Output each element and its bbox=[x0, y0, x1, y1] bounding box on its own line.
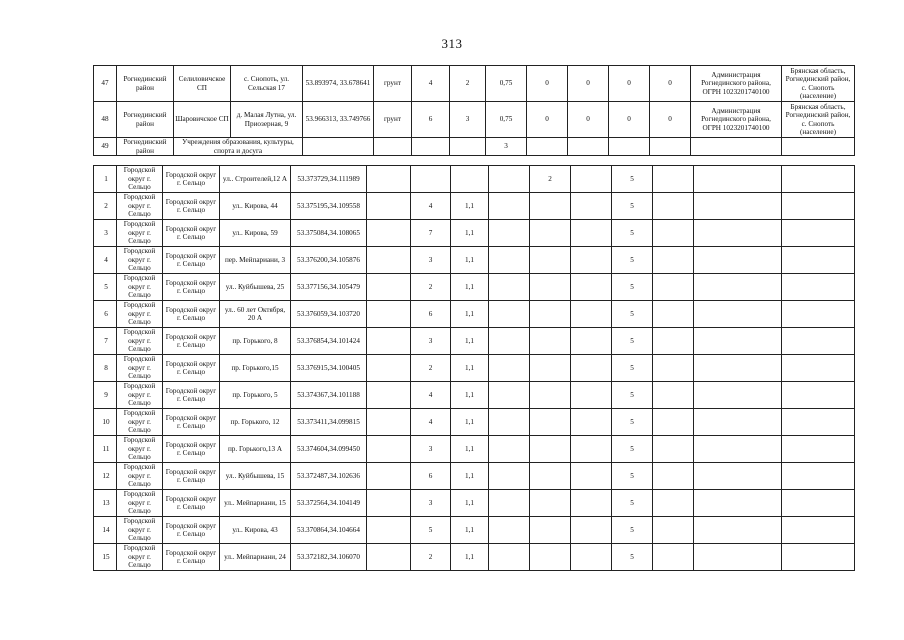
empty-cell bbox=[489, 409, 530, 436]
value-cell bbox=[530, 490, 571, 517]
coords-cell: 53.893974, 33.678641 bbox=[303, 66, 374, 102]
empty-cell bbox=[489, 247, 530, 274]
coords-cell: 53.376200,34.105876 bbox=[291, 247, 367, 274]
owner-cell: Администрация Рогнединского района, ОГРН 1023201740100 bbox=[691, 66, 782, 102]
coords-cell: 53.373729,34.111989 bbox=[291, 166, 367, 193]
district-cell: Городской округ г. Сельцо bbox=[117, 301, 163, 328]
empty-cell bbox=[650, 138, 691, 156]
empty-cell bbox=[694, 328, 782, 355]
empty-cell bbox=[694, 220, 782, 247]
value-cell bbox=[530, 247, 571, 274]
row-number: 6 bbox=[94, 301, 117, 328]
address-cell: пр. Горького, 5 bbox=[220, 382, 291, 409]
empty-cell bbox=[782, 355, 855, 382]
row-number: 13 bbox=[94, 490, 117, 517]
value-cell: 6 bbox=[411, 463, 451, 490]
municipality-cell: Городской округ г. Сельцо bbox=[163, 490, 220, 517]
value-cell: 5 bbox=[612, 490, 653, 517]
address-cell: пр. Горького, 8 bbox=[220, 328, 291, 355]
empty-cell bbox=[367, 247, 411, 274]
coords-cell: 53.370864,34.104664 bbox=[291, 517, 367, 544]
district-cell: Городской округ г. Сельцо bbox=[117, 355, 163, 382]
coords-cell: 53.966313, 33.749766 bbox=[303, 102, 374, 138]
coords-cell: 53.374604,34.099450 bbox=[291, 436, 367, 463]
empty-cell bbox=[527, 138, 568, 156]
address-cell: ул.. Мейпариани, 24 bbox=[220, 544, 291, 571]
table-row bbox=[94, 247, 855, 274]
settlement-cell: Шаровичское СП bbox=[174, 102, 231, 138]
served-cell: Брянская область, Рогнединский район, с. Снопоть (население) bbox=[782, 66, 855, 102]
municipality-cell: Городской округ г. Сельцо bbox=[163, 409, 220, 436]
row-number: 9 bbox=[94, 382, 117, 409]
coords-cell: 53.376854,34.101424 bbox=[291, 328, 367, 355]
empty-cell bbox=[782, 490, 855, 517]
table-row bbox=[94, 463, 855, 490]
value-cell: 5 bbox=[612, 382, 653, 409]
address-cell: с. Снопоть, ул. Сельская 17 bbox=[231, 66, 303, 102]
empty-cell bbox=[653, 220, 694, 247]
empty-cell bbox=[568, 138, 609, 156]
coords-cell: 53.375084,34.108065 bbox=[291, 220, 367, 247]
value-cell: 7 bbox=[411, 220, 451, 247]
empty-cell bbox=[367, 436, 411, 463]
value-cell: 3 bbox=[411, 328, 451, 355]
empty-cell bbox=[782, 220, 855, 247]
value-cell bbox=[530, 355, 571, 382]
value-cell: 3 bbox=[411, 247, 451, 274]
value-cell: 5 bbox=[612, 166, 653, 193]
empty-cell bbox=[489, 301, 530, 328]
table-row bbox=[94, 328, 855, 355]
value-cell: 5 bbox=[612, 409, 653, 436]
district-cell: Городской округ г. Сельцо bbox=[117, 436, 163, 463]
value-cell bbox=[530, 193, 571, 220]
empty-cell bbox=[367, 382, 411, 409]
value-cell: 5 bbox=[612, 193, 653, 220]
empty-cell bbox=[694, 193, 782, 220]
value-cell: 3 bbox=[450, 102, 486, 138]
table-row bbox=[94, 138, 855, 156]
value-cell: 5 bbox=[612, 301, 653, 328]
district-cell: Городской округ г. Сельцо bbox=[117, 328, 163, 355]
coords-cell: 53.376915,34.100405 bbox=[291, 355, 367, 382]
row-number: 12 bbox=[94, 463, 117, 490]
empty-cell bbox=[653, 382, 694, 409]
empty-cell bbox=[782, 274, 855, 301]
empty-cell bbox=[782, 301, 855, 328]
municipality-cell: Городской округ г. Сельцо bbox=[163, 463, 220, 490]
municipality-cell: Городской округ г. Сельцо bbox=[163, 517, 220, 544]
municipality-cell: Городской округ г. Сельцо bbox=[163, 328, 220, 355]
address-cell: д. Малая Лутна, ул. Приозерная, 9 bbox=[231, 102, 303, 138]
empty-cell bbox=[571, 355, 612, 382]
value-cell bbox=[530, 328, 571, 355]
value-cell: 6 bbox=[411, 301, 451, 328]
district-cell: Городской округ г. Сельцо bbox=[117, 382, 163, 409]
district-cell: Городской округ г. Сельцо bbox=[117, 517, 163, 544]
empty-cell bbox=[571, 220, 612, 247]
address-cell: ул.. Куйбышева, 25 bbox=[220, 274, 291, 301]
empty-cell bbox=[571, 463, 612, 490]
value-cell: 2 bbox=[530, 166, 571, 193]
empty-cell bbox=[571, 490, 612, 517]
row-number: 7 bbox=[94, 328, 117, 355]
empty-cell bbox=[653, 328, 694, 355]
municipality-cell: Городской округ г. Сельцо bbox=[163, 193, 220, 220]
coords-cell: 53.372182,34.106070 bbox=[291, 544, 367, 571]
value-cell: 1,1 bbox=[451, 355, 489, 382]
district-cell: Городской округ г. Сельцо bbox=[117, 274, 163, 301]
value-cell: 5 bbox=[612, 274, 653, 301]
empty-cell bbox=[571, 409, 612, 436]
table-row bbox=[94, 436, 855, 463]
value-cell: 0 bbox=[568, 102, 609, 138]
row-number: 1 bbox=[94, 166, 117, 193]
empty-cell bbox=[571, 193, 612, 220]
value-cell: 4 bbox=[411, 382, 451, 409]
district-cell: Городской округ г. Сельцо bbox=[117, 247, 163, 274]
row-number: 47 bbox=[94, 66, 117, 102]
empty-cell bbox=[691, 138, 782, 156]
empty-cell bbox=[489, 544, 530, 571]
value-cell: 1,1 bbox=[451, 544, 489, 571]
value-cell: 5 bbox=[612, 463, 653, 490]
district-cell: Городской округ г. Сельцо bbox=[117, 544, 163, 571]
row-number: 10 bbox=[94, 409, 117, 436]
table-row bbox=[94, 382, 855, 409]
value-cell: 1,1 bbox=[451, 193, 489, 220]
district-cell: Рогнединский район bbox=[117, 102, 174, 138]
coords-cell: 53.375195,34.109558 bbox=[291, 193, 367, 220]
address-cell: ул.. Кирова, 43 bbox=[220, 517, 291, 544]
coords-cell: 53.374367,34.101188 bbox=[291, 382, 367, 409]
value-cell: 0 bbox=[650, 102, 691, 138]
coords-cell: 53.373411,34.099815 bbox=[291, 409, 367, 436]
category-cell: Учреждения образования, культуры, спорта и досуга bbox=[174, 138, 303, 156]
municipality-cell: Городской округ г. Сельцо bbox=[163, 166, 220, 193]
address-cell: ул.. Кирова, 59 bbox=[220, 220, 291, 247]
value-cell: 1,1 bbox=[451, 220, 489, 247]
value-cell: 5 bbox=[612, 544, 653, 571]
value-cell: 1,1 bbox=[451, 301, 489, 328]
page-number: 313 bbox=[441, 36, 463, 51]
value-cell: 1,1 bbox=[451, 490, 489, 517]
municipality-cell: Городской округ г. Сельцо bbox=[163, 274, 220, 301]
empty-cell bbox=[367, 220, 411, 247]
empty-cell bbox=[653, 274, 694, 301]
value-cell bbox=[530, 436, 571, 463]
empty-cell bbox=[694, 274, 782, 301]
empty-cell bbox=[412, 138, 450, 156]
empty-cell bbox=[367, 544, 411, 571]
empty-cell bbox=[303, 138, 374, 156]
value-cell: 0 bbox=[609, 102, 650, 138]
address-cell: ул.. 60 лет Октября, 20 А bbox=[220, 301, 291, 328]
empty-cell bbox=[653, 490, 694, 517]
top-table bbox=[93, 65, 855, 156]
empty-cell bbox=[694, 247, 782, 274]
empty-cell bbox=[367, 490, 411, 517]
empty-cell bbox=[571, 328, 612, 355]
municipality-cell: Городской округ г. Сельцо bbox=[163, 382, 220, 409]
empty-cell bbox=[489, 436, 530, 463]
empty-cell bbox=[489, 355, 530, 382]
value-cell: 5 bbox=[411, 517, 451, 544]
row-number: 48 bbox=[94, 102, 117, 138]
table-row bbox=[94, 166, 855, 193]
empty-cell bbox=[571, 247, 612, 274]
empty-cell bbox=[489, 274, 530, 301]
coords-cell: 53.372487,34.102636 bbox=[291, 463, 367, 490]
empty-cell bbox=[782, 463, 855, 490]
empty-cell bbox=[367, 274, 411, 301]
row-number: 8 bbox=[94, 355, 117, 382]
row-number: 14 bbox=[94, 517, 117, 544]
district-cell: Городской округ г. Сельцо bbox=[117, 490, 163, 517]
address-cell: ул.. Куйбышева, 15 bbox=[220, 463, 291, 490]
value-cell: 4 bbox=[411, 193, 451, 220]
empty-cell bbox=[653, 355, 694, 382]
empty-cell bbox=[694, 544, 782, 571]
empty-cell bbox=[782, 544, 855, 571]
empty-cell bbox=[782, 382, 855, 409]
value-cell bbox=[530, 274, 571, 301]
value-cell bbox=[530, 544, 571, 571]
value-cell bbox=[530, 517, 571, 544]
empty-cell bbox=[374, 138, 412, 156]
coords-cell: 53.376059,34.103720 bbox=[291, 301, 367, 328]
address-cell: пр. Горького,15 bbox=[220, 355, 291, 382]
table-row bbox=[94, 220, 855, 247]
value-cell: 5 bbox=[612, 247, 653, 274]
main-table bbox=[93, 165, 855, 571]
value-cell: 3 bbox=[411, 436, 451, 463]
value-cell: 0,75 bbox=[486, 102, 527, 138]
empty-cell bbox=[571, 517, 612, 544]
row-number: 4 bbox=[94, 247, 117, 274]
district-cell: Городской округ г. Сельцо bbox=[117, 220, 163, 247]
empty-cell bbox=[653, 517, 694, 544]
municipality-cell: Городской округ г. Сельцо bbox=[163, 436, 220, 463]
municipality-cell: Городской округ г. Сельцо bbox=[163, 544, 220, 571]
district-cell: Рогнединский район bbox=[117, 138, 174, 156]
value-cell: 1,1 bbox=[451, 382, 489, 409]
address-cell: ул.. Кирова, 44 bbox=[220, 193, 291, 220]
address-cell: ул.. Строителей,12 А bbox=[220, 166, 291, 193]
empty-cell bbox=[782, 166, 855, 193]
value-cell: 5 bbox=[612, 220, 653, 247]
table-row bbox=[94, 193, 855, 220]
table-row bbox=[94, 490, 855, 517]
value-cell bbox=[530, 463, 571, 490]
surface-cell: грунт bbox=[374, 102, 412, 138]
empty-cell bbox=[367, 409, 411, 436]
empty-cell bbox=[571, 544, 612, 571]
value-cell: 2 bbox=[411, 274, 451, 301]
municipality-cell: Городской округ г. Сельцо bbox=[163, 301, 220, 328]
empty-cell bbox=[694, 409, 782, 436]
table-row bbox=[94, 544, 855, 571]
value-cell: 5 bbox=[612, 517, 653, 544]
empty-cell bbox=[782, 193, 855, 220]
empty-cell bbox=[694, 382, 782, 409]
district-cell: Городской округ г. Сельцо bbox=[117, 193, 163, 220]
value-cell: 5 bbox=[612, 328, 653, 355]
row-number: 5 bbox=[94, 274, 117, 301]
empty-cell bbox=[571, 301, 612, 328]
empty-cell bbox=[489, 517, 530, 544]
municipality-cell: Городской округ г. Сельцо bbox=[163, 247, 220, 274]
value-cell: 1,1 bbox=[451, 517, 489, 544]
table-row bbox=[94, 301, 855, 328]
value-cell: 2 bbox=[450, 66, 486, 102]
empty-cell bbox=[489, 166, 530, 193]
empty-cell bbox=[450, 138, 486, 156]
empty-cell bbox=[489, 382, 530, 409]
empty-cell bbox=[367, 328, 411, 355]
settlement-cell: Селиловичское СП bbox=[174, 66, 231, 102]
surface-cell: грунт bbox=[374, 66, 412, 102]
value-cell: 2 bbox=[411, 544, 451, 571]
row-number: 49 bbox=[94, 138, 117, 156]
empty-cell bbox=[653, 193, 694, 220]
empty-cell bbox=[694, 490, 782, 517]
district-cell: Городской округ г. Сельцо bbox=[117, 166, 163, 193]
district-cell: Городской округ г. Сельцо bbox=[117, 409, 163, 436]
empty-cell bbox=[489, 328, 530, 355]
table-row bbox=[94, 409, 855, 436]
value-cell: 2 bbox=[411, 355, 451, 382]
value-cell: 0 bbox=[527, 102, 568, 138]
row-number: 15 bbox=[94, 544, 117, 571]
row-number: 3 bbox=[94, 220, 117, 247]
row-number: 11 bbox=[94, 436, 117, 463]
value-cell bbox=[530, 409, 571, 436]
empty-cell bbox=[694, 166, 782, 193]
value-cell: 0 bbox=[568, 66, 609, 102]
value-cell: 4 bbox=[412, 66, 450, 102]
value-cell: 0 bbox=[527, 66, 568, 102]
empty-cell bbox=[653, 544, 694, 571]
empty-cell bbox=[653, 247, 694, 274]
empty-cell bbox=[694, 301, 782, 328]
value-cell bbox=[451, 166, 489, 193]
value-cell: 0 bbox=[609, 66, 650, 102]
empty-cell bbox=[489, 193, 530, 220]
address-cell: пер. Мейпариани, 3 bbox=[220, 247, 291, 274]
empty-cell bbox=[653, 166, 694, 193]
district-cell: Рогнединский район bbox=[117, 66, 174, 102]
value-cell bbox=[530, 382, 571, 409]
empty-cell bbox=[571, 382, 612, 409]
empty-cell bbox=[694, 355, 782, 382]
empty-cell bbox=[782, 328, 855, 355]
table-row bbox=[94, 66, 855, 102]
empty-cell bbox=[367, 517, 411, 544]
empty-cell bbox=[571, 274, 612, 301]
empty-cell bbox=[782, 436, 855, 463]
empty-cell bbox=[653, 463, 694, 490]
address-cell: ул.. Мейпариани, 15 bbox=[220, 490, 291, 517]
coords-cell: 53.372564,34.104149 bbox=[291, 490, 367, 517]
empty-cell bbox=[367, 463, 411, 490]
table-row bbox=[94, 355, 855, 382]
empty-cell bbox=[489, 490, 530, 517]
value-cell: 0 bbox=[650, 66, 691, 102]
district-cell: Городской округ г. Сельцо bbox=[117, 463, 163, 490]
value-cell: 3 bbox=[411, 490, 451, 517]
empty-cell bbox=[782, 517, 855, 544]
value-cell: 1,1 bbox=[451, 328, 489, 355]
value-cell: 1,1 bbox=[451, 247, 489, 274]
value-cell bbox=[530, 301, 571, 328]
empty-cell bbox=[694, 463, 782, 490]
value-cell bbox=[530, 220, 571, 247]
table-row bbox=[94, 102, 855, 138]
value-cell bbox=[411, 166, 451, 193]
table-row bbox=[94, 517, 855, 544]
empty-cell bbox=[367, 166, 411, 193]
empty-cell bbox=[782, 409, 855, 436]
empty-cell bbox=[653, 301, 694, 328]
empty-cell bbox=[571, 166, 612, 193]
value-cell: 4 bbox=[411, 409, 451, 436]
coords-cell: 53.377156,34.105479 bbox=[291, 274, 367, 301]
municipality-cell: Городской округ г. Сельцо bbox=[163, 220, 220, 247]
row-number: 2 bbox=[94, 193, 117, 220]
empty-cell bbox=[367, 193, 411, 220]
empty-cell bbox=[782, 138, 855, 156]
empty-cell bbox=[609, 138, 650, 156]
table-row bbox=[94, 274, 855, 301]
value-cell: 6 bbox=[412, 102, 450, 138]
empty-cell bbox=[653, 409, 694, 436]
value-cell: 1,1 bbox=[451, 274, 489, 301]
empty-cell bbox=[489, 220, 530, 247]
municipality-cell: Городской округ г. Сельцо bbox=[163, 355, 220, 382]
value-cell: 3 bbox=[486, 138, 527, 156]
empty-cell bbox=[694, 436, 782, 463]
served-cell: Брянская область, Рогнединский район, с. Снопоть (население) bbox=[782, 102, 855, 138]
value-cell: 0,75 bbox=[486, 66, 527, 102]
empty-cell bbox=[367, 301, 411, 328]
empty-cell bbox=[782, 247, 855, 274]
value-cell: 5 bbox=[612, 436, 653, 463]
empty-cell bbox=[489, 463, 530, 490]
empty-cell bbox=[653, 436, 694, 463]
value-cell: 1,1 bbox=[451, 436, 489, 463]
address-cell: пр. Горького, 12 bbox=[220, 409, 291, 436]
empty-cell bbox=[367, 355, 411, 382]
value-cell: 1,1 bbox=[451, 463, 489, 490]
value-cell: 5 bbox=[612, 355, 653, 382]
empty-cell bbox=[571, 436, 612, 463]
value-cell: 1,1 bbox=[451, 409, 489, 436]
owner-cell: Администрация Рогнединского района, ОГРН 1023201740100 bbox=[691, 102, 782, 138]
empty-cell bbox=[694, 517, 782, 544]
address-cell: пр. Горького,13 А bbox=[220, 436, 291, 463]
